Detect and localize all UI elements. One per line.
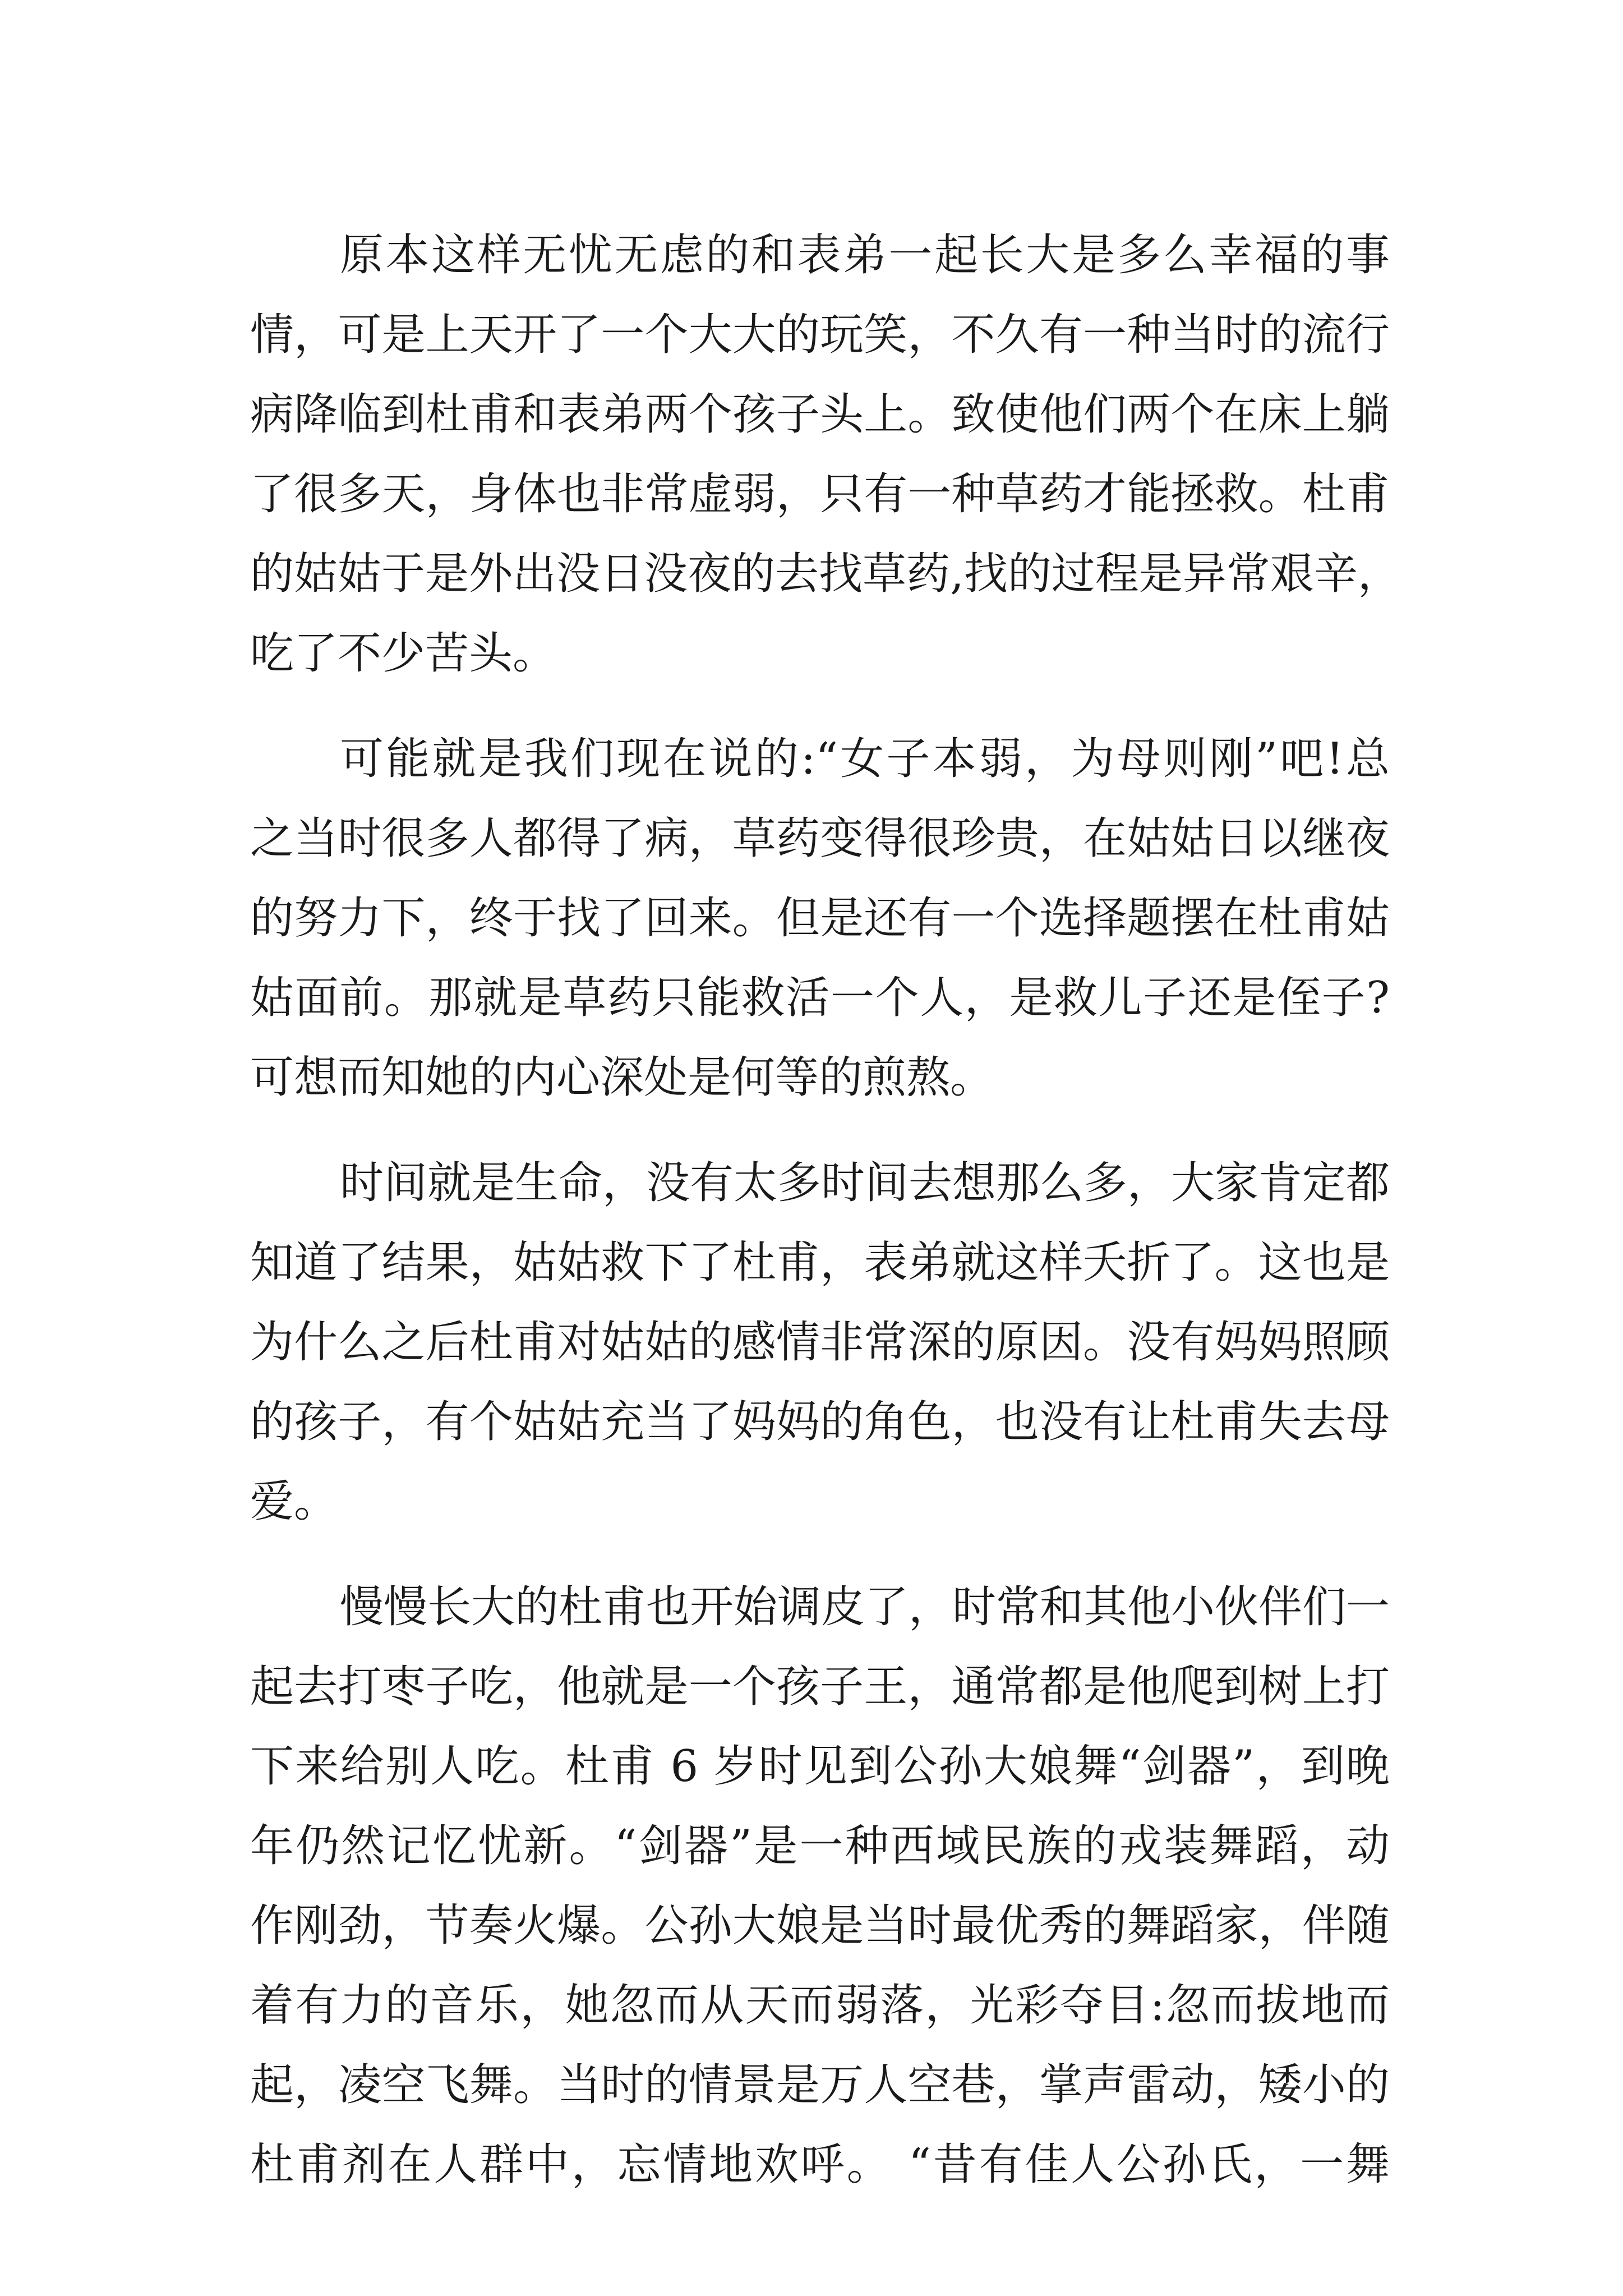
paragraph-line: 爱。 <box>250 1476 338 1527</box>
paragraph <box>250 719 1390 1117</box>
paragraph <box>250 1567 1390 2205</box>
paragraph-line: 的姑姑于是外出没日没夜的去找草药,找的过程是异常艰辛， <box>250 549 1401 599</box>
paragraph <box>250 1143 1390 1542</box>
paragraph-line: 知道了结果，姑姑救下了杜甫，表弟就这样夭折了。这也是 <box>250 1237 1390 1288</box>
paragraph-line: 时间就是生命，没有太多时间去想那么多，大家肯定都 <box>340 1158 1390 1208</box>
paragraph <box>250 215 1401 693</box>
paragraph-line: 可想而知她的内心深处是何等的煎熬。 <box>250 1052 994 1103</box>
paragraph-line: 作刚劲，节奏火爆。公孙大娘是当时最优秀的舞蹈家，伴随 <box>250 1901 1390 1951</box>
paragraph-line: 吃了不少苦头。 <box>250 628 557 679</box>
paragraph-line: 为什么之后杜甫对姑姑的感情非常深的原因。没有妈妈照顾 <box>250 1317 1390 1368</box>
paragraph-line: 慢慢长大的杜甫也开始调皮了，时常和其他小伙伴们一 <box>340 1582 1390 1632</box>
paragraph-line: 起，凌空飞舞。当时的情景是万人空巷，掌声雷动，矮小的 <box>250 2060 1390 2110</box>
paragraph-line: 的孩子，有个姑姑充当了妈妈的角色，也没有让杜甫失去母 <box>250 1397 1390 1447</box>
paragraph-line: 原本这样无忧无虑的和表弟一起长大是多么幸福的事 <box>340 230 1390 280</box>
paragraph-line: 之当时很多人都得了病，草药变得很珍贵，在姑姑日以继夜 <box>250 813 1390 864</box>
paragraph-line: 病降临到杜甫和表弟两个孩子头上。致使他们两个在床上躺 <box>250 389 1390 440</box>
document-body <box>250 215 1401 2205</box>
paragraph-line: 年仍然记忆忧新。“剑器”是一种西域民族的戎装舞蹈，动 <box>250 1821 1390 1871</box>
paragraph-line: 可能就是我们现在说的:“女子本弱，为母则刚”吧!总 <box>340 734 1390 784</box>
paragraph-line: 起去打枣子吃，他就是一个孩子王，通常都是他爬到树上打 <box>250 1662 1390 1712</box>
paragraph-line: 杜甫剂在人群中，忘情地欢呼。 “昔有佳人公孙氏，一舞 <box>250 2139 1390 2190</box>
paragraph-line: 姑面前。那就是草药只能救活一个人，是救儿子还是侄子? <box>250 973 1390 1023</box>
paragraph-line: 下来给别人吃。杜甫 6 岁时见到公孙大娘舞“剑器”，到晚 <box>250 1741 1390 1792</box>
paragraph-line: 的努力下，终于找了回来。但是还有一个选择题摆在杜甫姑 <box>250 893 1390 944</box>
paragraph-line: 情，可是上天开了一个大大的玩笑，不久有一种当时的流行 <box>250 310 1390 360</box>
paragraph-line: 着有力的音乐，她忽而从天而弱落，光彩夺目:忽而拔地而 <box>250 1980 1390 2031</box>
paragraph-line: 了很多天，身体也非常虚弱，只有一种草药才能拯救。杜甫 <box>250 469 1390 519</box>
